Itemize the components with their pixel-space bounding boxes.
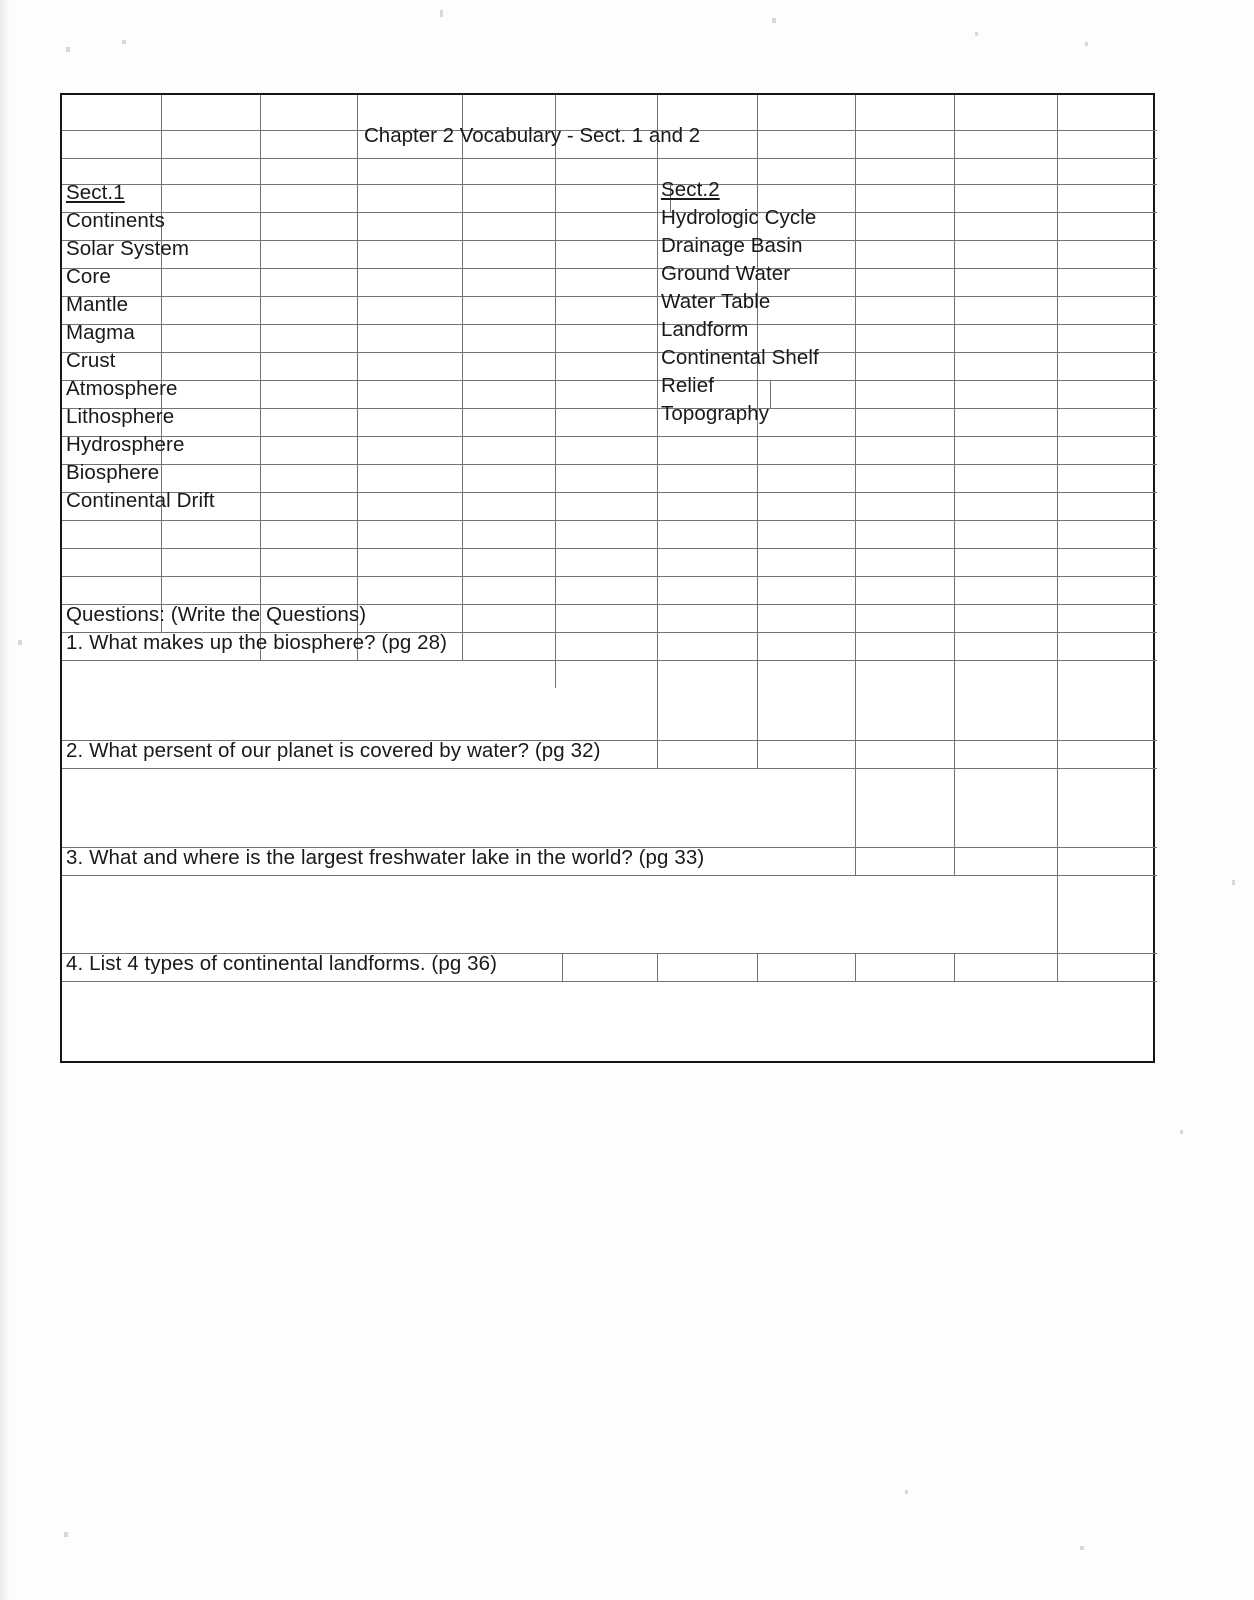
sect1-term: Hydrosphere (66, 433, 185, 456)
scan-speck (975, 32, 978, 36)
grid-hline (62, 576, 1157, 577)
answer-space-q3[interactable] (62, 876, 1153, 952)
scan-speck (905, 1490, 908, 1494)
grid-vline (260, 95, 261, 660)
grid-vline (954, 95, 955, 875)
grid-vline-q4 (562, 953, 563, 981)
sect1-term: Core (66, 265, 111, 288)
sect2-term: Drainage Basin (661, 234, 803, 257)
answer-space-q1[interactable] (62, 661, 1153, 739)
grid-vline (855, 95, 856, 875)
scan-speck (64, 1532, 68, 1537)
sect1-term: Magma (66, 321, 135, 344)
answer-space-q2[interactable] (62, 769, 1153, 846)
sect1-term: Biosphere (66, 461, 160, 484)
grid-vline-q2 (757, 740, 758, 768)
sect1-term: Lithosphere (66, 405, 175, 428)
grid-hline (62, 408, 1157, 409)
sect1-heading: Sect.1 (66, 181, 125, 204)
sect2-term: Relief (661, 374, 715, 397)
grid-vline-q4 (954, 953, 955, 981)
grid-vline-q4 (855, 953, 856, 981)
questions-heading: Questions: (Write the Questions) (66, 603, 367, 626)
grid-hline (62, 464, 1157, 465)
scan-speck (1180, 1130, 1183, 1134)
scan-speck (772, 18, 776, 23)
sect1-term: Continents (66, 209, 166, 232)
question-item: 1. What makes up the biosphere? (pg 28) (66, 631, 448, 654)
grid-hline (62, 158, 1157, 159)
sect1-term: Continental Drift (66, 489, 215, 512)
grid-hline (62, 548, 1157, 549)
grid-vline-q4 (757, 953, 758, 981)
grid-hline (62, 268, 1157, 269)
answer-space-q4[interactable] (62, 982, 1153, 1061)
grid-vline-q4 (657, 953, 658, 981)
grid-vline (462, 95, 463, 660)
scan-speck (18, 640, 22, 645)
scan-speck (440, 10, 443, 17)
grid-vline-partial (161, 268, 162, 380)
sect2-term: Ground Water (661, 262, 791, 285)
sect2-term: Continental Shelf (661, 346, 819, 369)
grid-hline (62, 380, 1157, 381)
grid-hline (62, 520, 1157, 521)
sect1-term: Mantle (66, 293, 129, 316)
grid-vline-q3 (1057, 847, 1058, 875)
scan-speck (66, 47, 70, 52)
grid-hline (62, 492, 1157, 493)
grid-hline (62, 436, 1157, 437)
grid-hline (62, 296, 1157, 297)
scan-speck (1085, 42, 1088, 46)
grid-vline-q3 (954, 847, 955, 875)
grid-hline (62, 212, 1157, 213)
worksheet-title: Chapter 2 Vocabulary - Sect. 1 and 2 (364, 124, 701, 147)
worksheet-table (60, 93, 1155, 1063)
grid-hline (62, 240, 1157, 241)
grid-vline (357, 95, 358, 660)
grid-vline (555, 95, 556, 688)
question-item: 4. List 4 types of continental landforms. (pg 36) (66, 952, 498, 975)
scan-speck (1232, 880, 1235, 885)
grid-hline (62, 324, 1157, 325)
grid-vline-sect2 (770, 380, 771, 408)
sect2-term: Hydrologic Cycle (661, 206, 817, 229)
sect2-term: Landform (661, 318, 749, 341)
grid-vline-partial (161, 184, 162, 212)
scan-speck (1080, 1546, 1084, 1550)
question-item: 2. What persent of our planet is covered by water? (pg 32) (66, 739, 601, 762)
sect1-term: Crust (66, 349, 116, 372)
scan-edge-artifact (0, 0, 10, 1600)
scan-speck (122, 40, 126, 44)
sect2-term: Water Table (661, 290, 771, 313)
question-item: 3. What and where is the largest freshwater lake in the world? (pg 33) (66, 846, 705, 869)
grid-hline (62, 352, 1157, 353)
sect1-term: Atmosphere (66, 377, 178, 400)
sect2-heading: Sect.2 (661, 178, 720, 201)
grid-hline (62, 184, 1157, 185)
sect2-term: Topography (661, 402, 770, 425)
sect1-term: Solar System (66, 237, 190, 260)
grid-vline-q3 (855, 847, 856, 875)
grid-vline-qhead (462, 604, 463, 632)
